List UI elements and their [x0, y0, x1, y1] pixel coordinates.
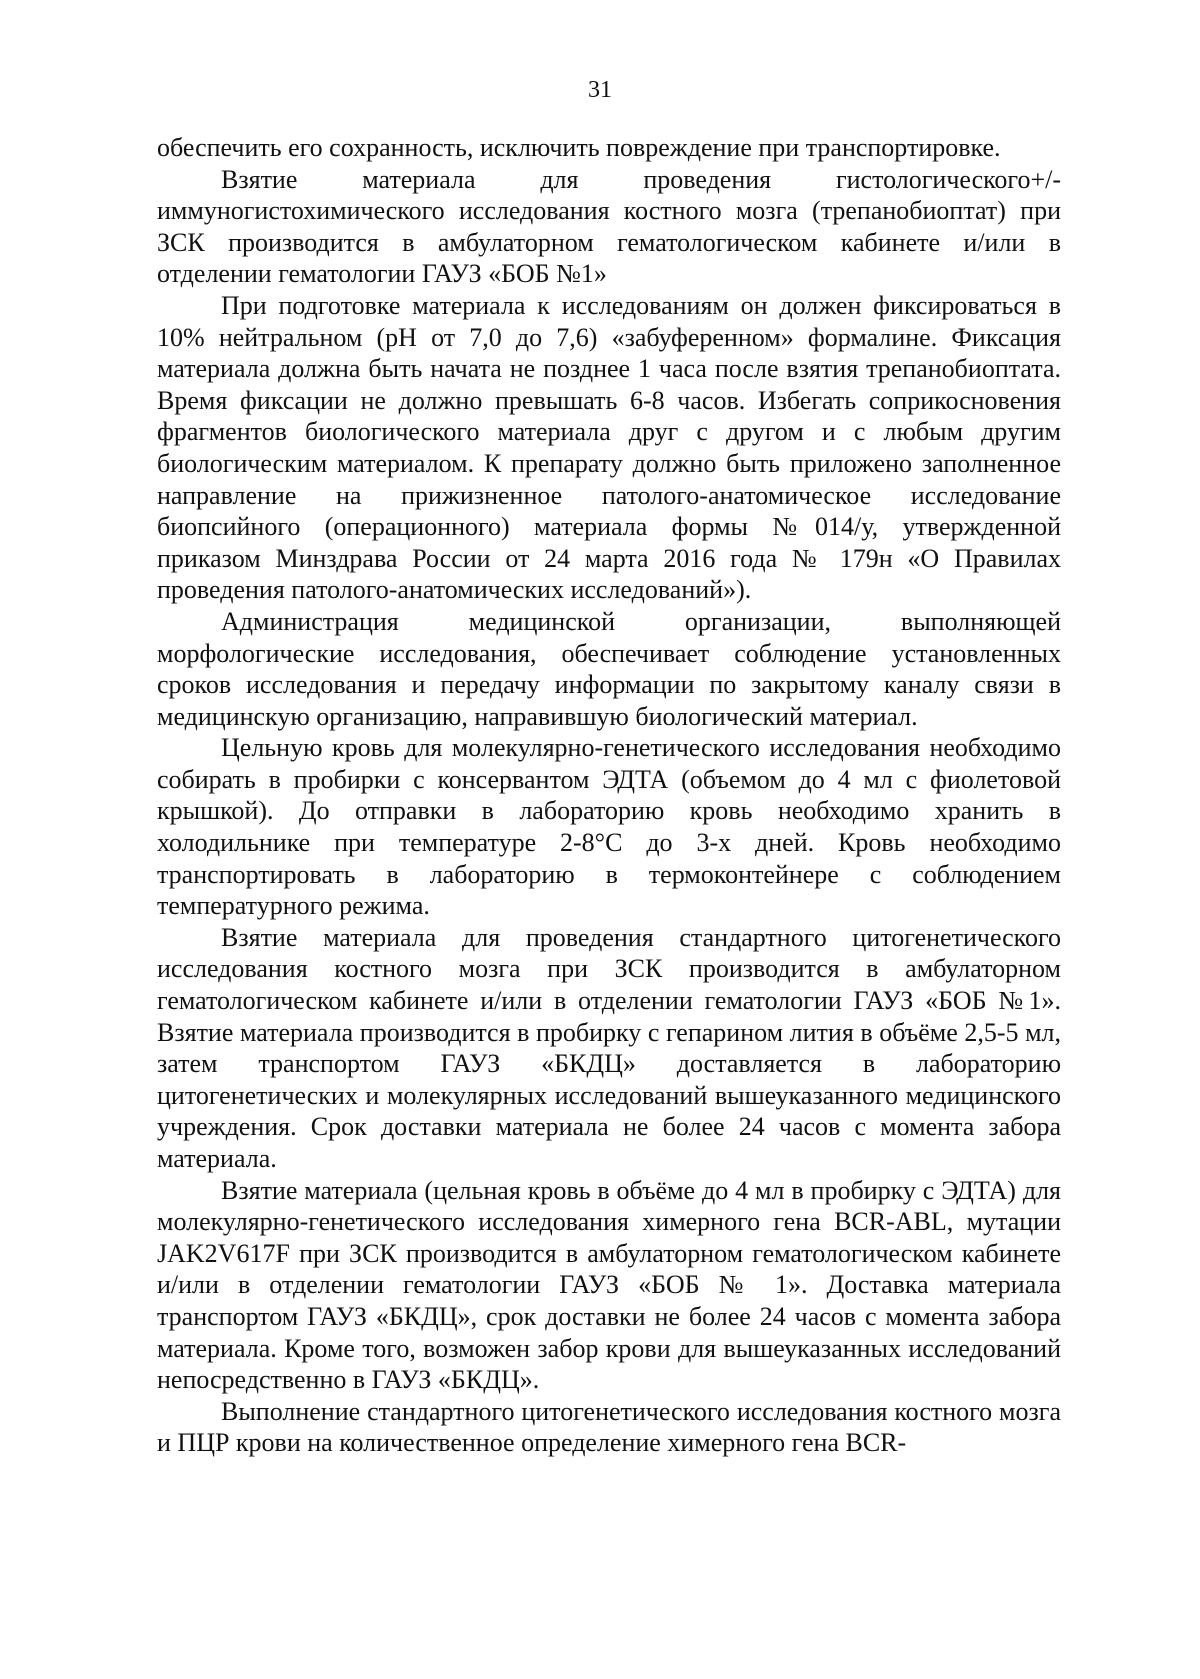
paragraph-molecular-genetic-sampling: Взятие материала (цельная кровь в объёме до 4 мл в пробирку с ЭДТА) для молекулярно-генетического исследования химерного гена BCR-ABL, мутации JAK2V617F при ЗСК производится в амбулаторном гематологическом кабинете и/или в отделении гематологии ГАУЗ «БОБ № 1». Доставка материала транспортом ГАУЗ «БКДЦ», срок доставки не более 24 часов с момента забора материала. Кроме того, возможен забор крови для вышеуказанных исследований непосредственно в ГАУЗ «БКДЦ».	[157, 1175, 1061, 1395]
paragraph-administration-duties: Администрация медицинской организации, выполняющей морфологические исследования, обеспечивает соблюдение установленных сроков исследования и передачу информации по закрытому каналу связи в медицинскую организацию, направившую биологический материал.	[157, 606, 1061, 731]
paragraph-trephine-sampling: Взятие материала для проведения гистологического+/-иммуногистохимического исследования костного мозга (трепанобиоптат) при ЗСК производится в амбулаторном гематологическом кабинете и/или в отделении гематологии ГАУЗ «БОБ №1»	[157, 164, 1061, 289]
document-body	[157, 132, 1061, 1459]
paragraph-cytogenetic-sampling: Взятие материала для проведения стандартного цитогенетического исследования костного мозга при ЗСК производится в амбулаторном гематологическом кабинете и/или в отделении гематологии ГАУЗ «БОБ №1». Взятие материала производится в пробирку с гепарином лития в объёме 2,5-5 мл, затем транспортом ГАУЗ «БКДЦ» доставляется в лабораторию цитогенетических и молекулярных исследований вышеуказанного медицинского учреждения. Срок доставки материала не более 24 часов с момента забора материала.	[157, 922, 1061, 1173]
page-number: 31	[588, 77, 612, 103]
paragraph-cytogenetic-execution: Выполнение стандартного цитогенетического исследования костного мозга и ПЦР крови на количественное определение химерного гена BCR-	[157, 1396, 1061, 1458]
paragraph-material-fixation: При подготовке материала к исследованиям он должен фиксироваться в 10% нейтральном (pH от 7,0 до 7,6) «забуференном» формалине. Фиксация материала должна быть начата не позднее 1 часа после взятия трепанобиоптата. Время фиксации не должно превышать 6-8 часов. Избегать соприкосновения фрагментов биологического материала друг с другом и с любым другим биологическим материалом. К препарату должно быть приложено заполненное направление на прижизненное патолого-анатомическое исследование биопсийного (операционного) материала формы №014/у, утвержденной приказом Минздрава России от 24 марта 2016 года № 179н «О Правилах проведения патолого-анатомических исследований»).	[157, 290, 1061, 605]
paragraph-continuation: обеспечить его сохранность, исключить повреждение при транспортировке.	[157, 133, 1001, 162]
paragraph-whole-blood-collection: Цельную кровь для молекулярно-генетического исследования необходимо собирать в пробирки с консервантом ЭДТА (объемом до 4 мл с фиолетовой крышкой). До отправки в лабораторию кровь необходимо хранить в холодильнике при температуре 2-8°С до 3-х дней. Кровь необходимо транспортировать в лабораторию в термоконтейнере с соблюдением температурного режима.	[157, 733, 1061, 921]
